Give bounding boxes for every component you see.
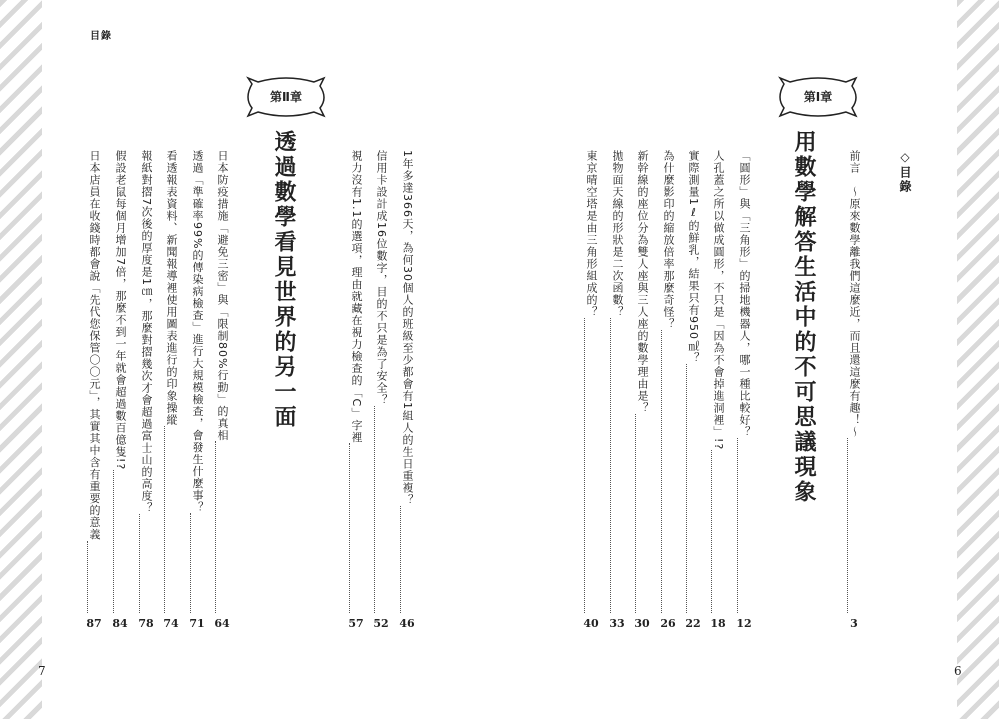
- chapter2-badge-label: 第Ⅱ章: [270, 90, 302, 104]
- toc-entry[interactable]: [634, 150, 650, 630]
- leader-dots: [847, 438, 861, 613]
- chapter1-badge-label: 第Ⅰ章: [803, 90, 833, 104]
- toc-entry-preface[interactable]: [846, 150, 862, 630]
- toc-entry-text: 拋物面天線的形狀是二次函數？: [611, 150, 624, 318]
- toc-entry-page: 78: [138, 617, 154, 630]
- toc-entry-text: 1年多達366天，為何30個人的班級至少都會有1組人的生日重複？: [401, 150, 414, 506]
- toc-entry-text: 人孔蓋之所以做成圓形，不只是「因為不會掉進洞裡」!?: [712, 150, 725, 451]
- toc-entry-page: 46: [399, 617, 415, 630]
- toc-entry[interactable]: [373, 150, 389, 630]
- toc-entry-page: 26: [660, 617, 676, 630]
- toc-entry-text: 信用卡設計成16位數字，目的不只是為了安全？: [375, 150, 388, 406]
- toc-entry-text: 假設老鼠每個月增加7倍，那麼不到一年就會超過數百億隻!?: [114, 150, 127, 471]
- toc-entry-text: 東京晴空塔是由三角形組成的？: [585, 150, 598, 318]
- toc-entry-text: 透過「準確率99%的傳染病檢查」進行大規模檢查，會發生什麼事？: [191, 150, 204, 514]
- toc-entry-page: 84: [112, 617, 128, 630]
- leader-dots: [661, 330, 675, 613]
- toc-entry-text: 報紙對摺7次後的厚度是1㎝，那麼對摺幾次才會超過富士山的高度？: [140, 150, 153, 514]
- toc-entry[interactable]: [583, 150, 599, 630]
- chapter1-badge: [776, 74, 860, 120]
- chapter2-title: 透過數學看見世界的另一面: [271, 130, 296, 430]
- toc-entry[interactable]: [685, 150, 701, 630]
- toc-entry-text: 「圓形」與「三角形」的掃地機器人，哪一種比較好？: [738, 150, 751, 438]
- page-number-left: 7: [38, 664, 46, 678]
- toc-entry-text: 新幹線的座位分為雙人座與三人座的數學理由是？: [636, 150, 649, 414]
- toc-entry-page: 52: [373, 617, 389, 630]
- chapter2-badge: [244, 74, 328, 120]
- toc-entry-page: 74: [163, 617, 179, 630]
- leader-dots: [584, 318, 598, 613]
- toc-entry[interactable]: [163, 150, 179, 630]
- leader-dots: [610, 318, 624, 613]
- leader-dots: [113, 470, 127, 613]
- toc-entry-page: 3: [850, 617, 858, 630]
- toc-entry-page: 22: [685, 617, 701, 630]
- left-decorative-stripe: [0, 0, 42, 719]
- header-label: 目錄: [90, 31, 112, 42]
- toc-entry[interactable]: [86, 150, 102, 630]
- leader-dots: [349, 443, 363, 613]
- leader-dots: [215, 441, 229, 613]
- toc-entry[interactable]: [112, 150, 128, 630]
- toc-entry-page: 71: [189, 617, 205, 630]
- toc-entry-text: 日本防疫措施「避免三密」與「限制80%行動」的真相: [216, 150, 229, 442]
- leader-dots: [711, 450, 725, 613]
- toc-entry[interactable]: [189, 150, 205, 630]
- toc-title: ◇目錄: [898, 150, 912, 194]
- chapter1-title: 用數學解答生活中的不可思議現象: [791, 130, 816, 505]
- toc-entry-text: 看透報表資料、新聞報導裡使用圖表進行的印象操縱: [165, 150, 178, 426]
- leader-dots: [190, 513, 204, 613]
- toc-entry[interactable]: [214, 150, 230, 630]
- toc-entry[interactable]: [399, 150, 415, 630]
- toc-entry[interactable]: [710, 150, 726, 630]
- toc-entry-text: 為什麼影印的縮放倍率那麼奇怪？: [662, 150, 675, 330]
- leader-dots: [635, 414, 649, 613]
- toc-entry-text: 前言 ～原來數學離我們這麼近，而且還這麼有趣！～: [848, 150, 861, 438]
- toc-entry-text: 實際測量1ℓ的鮮乳，結果只有950㎖？: [687, 150, 700, 364]
- leader-dots: [374, 406, 388, 613]
- toc-entry[interactable]: [660, 150, 676, 630]
- page-number-right: 6: [954, 664, 962, 678]
- leader-dots: [400, 506, 414, 613]
- toc-entry[interactable]: [348, 150, 364, 630]
- toc-entry-text: 日本店員在收錢時都會說「先代您保管〇〇元」，其實其中含有重要的意義: [88, 150, 101, 541]
- toc-entry[interactable]: [736, 150, 752, 630]
- toc-entry[interactable]: [609, 150, 625, 630]
- toc-entry-page: 57: [348, 617, 364, 630]
- toc-entry[interactable]: [138, 150, 154, 630]
- toc-entry-page: 87: [86, 617, 102, 630]
- toc-entry-page: 40: [583, 617, 599, 630]
- leader-dots: [87, 541, 101, 614]
- leader-dots: [737, 438, 751, 613]
- toc-entry-text: 視力沒有1.1的選項，理由就藏在視力檢查的「C」字裡: [350, 150, 363, 444]
- right-decorative-stripe: [957, 0, 999, 719]
- toc-entry-page: 18: [710, 617, 726, 630]
- leader-dots: [686, 364, 700, 613]
- toc-entry-page: 33: [609, 617, 625, 630]
- leader-dots: [164, 426, 178, 613]
- toc-entry-page: 64: [214, 617, 230, 630]
- leader-dots: [139, 514, 153, 613]
- toc-entry-page: 12: [736, 617, 752, 630]
- toc-entry-page: 30: [634, 617, 650, 630]
